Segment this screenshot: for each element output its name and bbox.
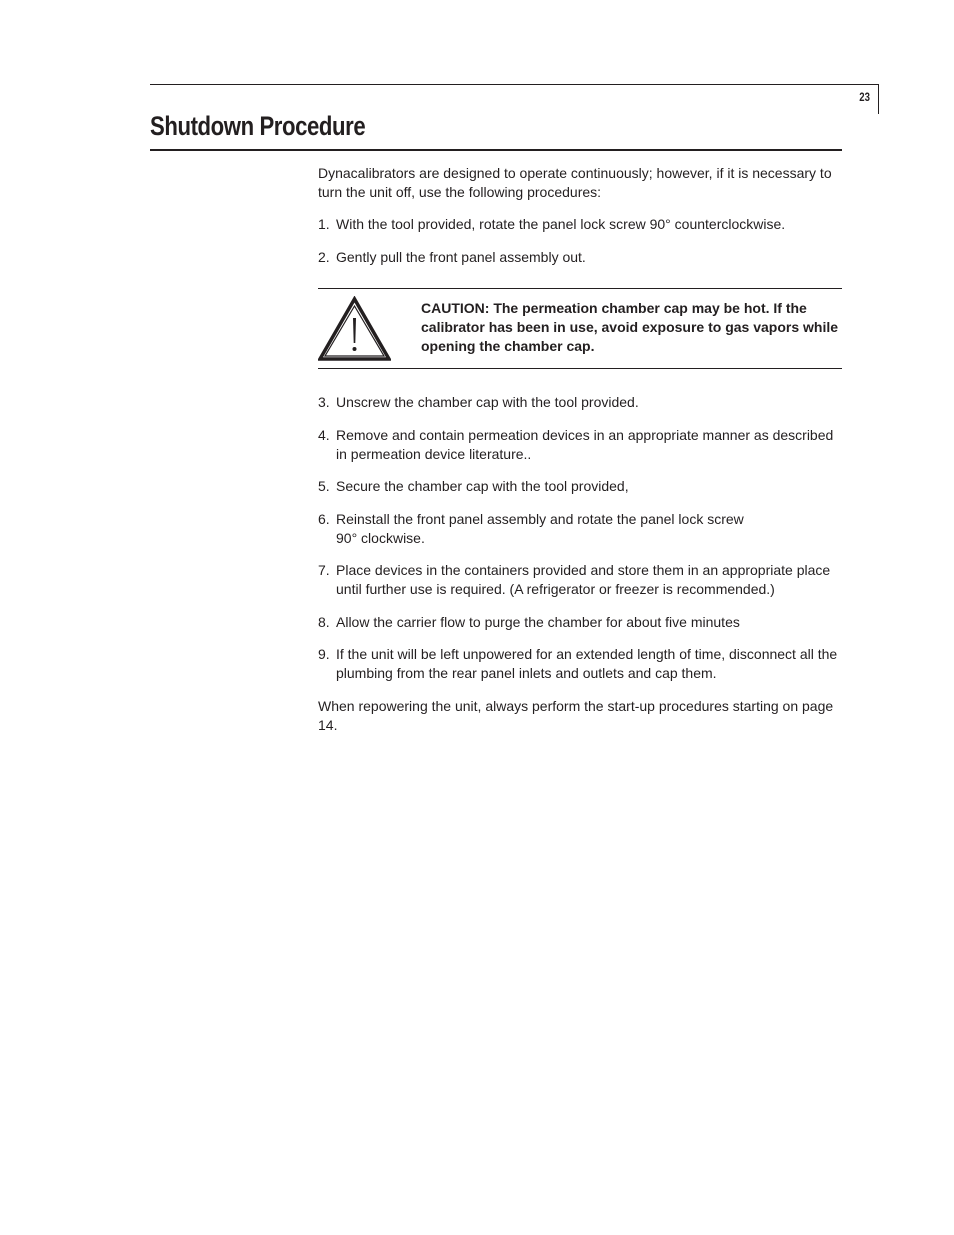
list-item xyxy=(318,510,768,548)
list-item xyxy=(318,645,842,683)
list-item-number: 5. xyxy=(318,478,330,494)
list-item-number: 8. xyxy=(318,614,330,630)
page-number: 23 xyxy=(859,90,870,104)
list-item-text: Remove and contain permeation devices in an appropriate manner as described in permeation device literature.. xyxy=(336,427,834,462)
list-item-number: 7. xyxy=(318,562,330,578)
list-item-text: Reinstall the front panel assembly and rotate the panel lock screw 90° clockwise. xyxy=(336,511,744,546)
header-tick xyxy=(878,84,879,114)
list-item-text: Gently pull the front panel assembly out. xyxy=(336,249,586,265)
caution-bottom-rule xyxy=(318,368,842,369)
list-item-text: Place devices in the containers provided and store them in an appropriate place until further use is required. (A refrigerator or freezer is recommended.) xyxy=(336,562,831,597)
list-item xyxy=(318,393,842,412)
list-item-text: Unscrew the chamber cap with the tool provided. xyxy=(336,394,639,410)
closing-paragraph: When repowering the unit, always perform the start-up procedures starting on page 14. xyxy=(318,698,834,733)
list-item-text: Secure the chamber cap with the tool provided, xyxy=(336,478,629,494)
list-item xyxy=(318,613,842,632)
list-item-number: 3. xyxy=(318,394,330,410)
list-item xyxy=(318,426,842,464)
page-title: Shutdown Procedure xyxy=(150,111,366,141)
list-item-number: 6. xyxy=(318,511,330,527)
list-item-text: If the unit will be left unpowered for an extended length of time, disconnect all the plumbing from the rear panel inlets and outlets and cap them. xyxy=(336,646,838,681)
list-item-text: Allow the carrier flow to purge the chamber for about five minutes xyxy=(336,614,740,630)
list-item-number: 2. xyxy=(318,249,330,265)
list-item xyxy=(318,248,842,267)
list-item xyxy=(318,215,842,234)
caution-top-rule xyxy=(318,288,842,289)
list-item xyxy=(318,561,842,599)
list-item xyxy=(318,477,842,496)
title-rule xyxy=(150,149,842,151)
caution-text: CAUTION: The permeation chamber cap may be hot. If the calibrator has been in use, avoid exposure to gas vapors while opening the chamber cap. xyxy=(421,300,839,354)
header-rule xyxy=(150,84,879,85)
intro-paragraph: Dynacalibrators are designed to operate continuously; however, if it is necessary to turn the unit off, use the following procedures: xyxy=(318,165,832,200)
list-item-number: 4. xyxy=(318,427,330,443)
warning-triangle-icon xyxy=(318,296,391,362)
list-item-number: 1. xyxy=(318,216,330,232)
list-item-number: 9. xyxy=(318,646,330,662)
list-item-text: With the tool provided, rotate the panel lock screw 90° counterclockwise. xyxy=(336,216,786,232)
